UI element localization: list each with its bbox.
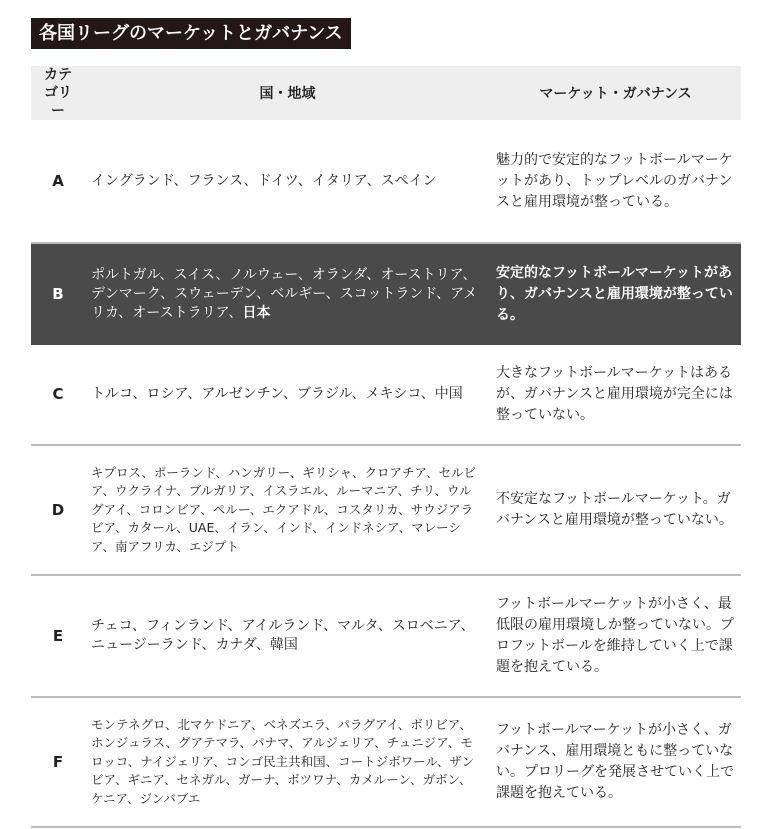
market-cell: フットボールマーケットが小さく、ガバナンス、雇用環境ともに整っていない。プロリーグを発展させていく上で課題を抱えている。 — [490, 697, 741, 827]
market-cell: 安定的なフットボールマーケットがあり、ガバナンスと雇用環境が整っている。 — [490, 243, 741, 345]
table-row-highlighted — [31, 243, 741, 345]
category-cell: D — [31, 445, 85, 575]
countries-cell: チェコ、フィンランド、アイルランド、マルタ、スロベニア、ニュージーランド、カナダ、韓国 — [85, 575, 490, 697]
category-cell: C — [31, 345, 85, 445]
table-row — [31, 575, 741, 697]
countries-highlight-japan: 日本 — [242, 305, 271, 321]
table-row — [31, 445, 741, 575]
category-cell: B — [31, 243, 85, 345]
header-countries: 国・地域 — [85, 66, 490, 120]
category-cell: A — [31, 120, 85, 243]
market-cell: フットボールマーケットが小さく、最低限の雇用環境しか整っていない。プロフットボールを維持していく上で課題を抱えている。 — [490, 575, 741, 697]
table-header — [31, 66, 741, 120]
countries-cell: トルコ、ロシア、アルゼンチン、ブラジル、メキシコ、中国 — [85, 345, 490, 445]
table-row — [31, 697, 741, 827]
page-title: 各国リーグのマーケットとガバナンス — [31, 18, 351, 49]
market-cell: 不安定なフットボールマーケット。ガバナンスと雇用環境が整っていない。 — [490, 445, 741, 575]
countries-cell: イングランド、フランス、ドイツ、イタリア、スペイン — [85, 120, 490, 243]
league-table — [31, 66, 741, 828]
market-cell: 大きなフットボールマーケットはあるが、ガバナンスと雇用環境が完全には整っていない。 — [490, 345, 741, 445]
countries-cell: キプロス、ポーランド、ハンガリー、ギリシャ、クロアチア、セルビア、ウクライナ、ブルガリア、イスラエル、ルーマニア、チリ、ウルグアイ、コロンビア、ペルー、エクアドル、コスタリカ、サウジアラビア、カタール、UAE、イラン、インド、インドネシア、マレーシア、南アフリカ、エジプト — [85, 445, 490, 575]
category-cell: F — [31, 697, 85, 827]
countries-text: ポルトガル、スイス、ノルウェー、オランダ、オーストリア、デンマーク、スウェーデン、ベルギー、スコットランド、アメリカ、オーストラリア、 — [91, 267, 478, 321]
table-row — [31, 345, 741, 445]
header-market: マーケット・ガバナンス — [490, 66, 741, 120]
countries-cell — [85, 243, 490, 345]
countries-cell: モンテネグロ、北マケドニア、ベネズエラ、パラグアイ、ボリビア、ホンジュラス、グアテマラ、パナマ、アルジェリア、チュニジア、モロッコ、ナイジェリア、コンゴ民主共和国、コートジボワール、ザンビア、ギニア、セネガル、ガーナ、ボツワナ、カメルーン、ガボン、ケニア、ジンバブエ — [85, 697, 490, 827]
table-row — [31, 120, 741, 243]
market-cell: 魅力的で安定的なフットボールマーケットがあり、トップレベルのガバナンスと雇用環境が整っている。 — [490, 120, 741, 243]
category-cell: E — [31, 575, 85, 697]
header-category: カテゴリー — [31, 66, 85, 120]
